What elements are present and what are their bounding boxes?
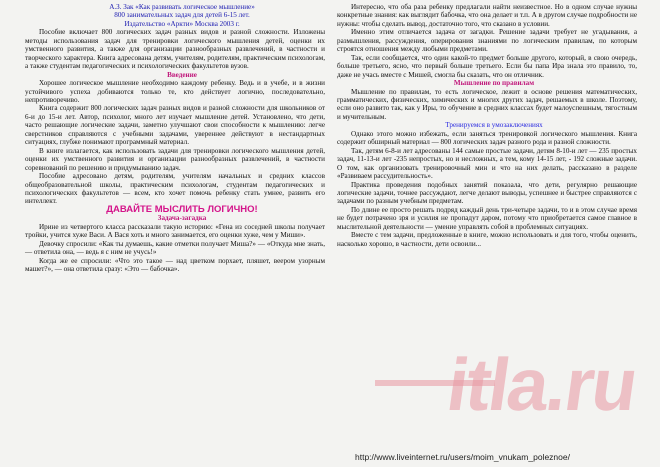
paragraph: По длине ее просто решать подряд каждый день три-четыре задачи, то и в этом случае время не будет потрачено зря и усилия не пропадут даром, потому что приобретается самое главное в мыслительной деятельности — умение управлять собой в проблемных ситуациях. — [337, 205, 637, 231]
paragraph: Девочку спросили: «Как ты думаешь, какие отметки получает Миша?» — «Откуда мне знать, — ответила она, — ведь я с ним не учусь!» — [25, 239, 325, 257]
paragraph: Вместе с тем задачи, предложенные в книге, можно использовать и для того, чтобы оценить, насколько хорошо, в частности, дети освоили... — [337, 231, 637, 248]
paragraph: Практика проведения подобных занятий показала, что дети, регулярно решающие логические задачи, точнее рассуждают, легче делают выводы, успешнее и быстрее справляются с задачами по разным учебным предметам. — [337, 180, 637, 206]
paragraph: Книга содержит 800 логических задач разных видов и разной сложности для школьников от 6-и до 15-и лет. Автор, психолог, много лет изучает мышление детей. Установлено, что дети, часто решающие логические задачи, заметно улучшают свои способности к мышлению: легче сверстников справляются с учебными задачами, увереннее действуют в нестандартных ситуациях, глубже понимают программный материал. — [25, 104, 325, 147]
paragraph: Хорошее логическое мышление необходимо каждому ребенку. Ведь и в учебе, и в жизни устойчивого успеха добиваются только те, кто действует логично, последовательно, непротиворечиво. — [25, 79, 325, 104]
paragraph: В книге излагается, как использовать задачи для тренировки логического мышления детей, оценки их умственного развития и организации разнообразных развлечений, в частности соревнований по решению и придумыванию задач. — [25, 146, 325, 172]
section-title-rules: Мышление по правилам — [453, 79, 535, 88]
book-subtitle: 800 занимательных задач для детей 6-15 лет. — [114, 11, 250, 20]
watermark-stroke — [375, 380, 495, 386]
book-author-title: А.З. Зак «Как развивать логическое мышление» — [109, 3, 255, 11]
section-title-exercise: Тренируемся в умозаключениях — [445, 121, 543, 130]
right-column — [337, 0, 637, 248]
paragraph: Ирине из четвертого класса рассказали такую историю: «Гена из соседней школы получает тройки, учится хуже Васи. А Вася хоть и много занимается, его оценки хуже, чем у Миши». — [25, 222, 325, 240]
paragraph: Именно этим отличается задача от загадки. Решение задачи требует не угадывания, а размышления, рассуждения, оперирования знаниями по логическим правилам, по которым строятся отношения между любыми предметами. — [337, 28, 637, 54]
text-fade — [337, 426, 637, 450]
section-title-intro: Введение — [167, 70, 197, 79]
book-publisher: Издательство «Аркти» Москва 2003 г. — [124, 19, 240, 28]
watermark-logo: itla.ru — [442, 343, 642, 426]
riddle-title: Задача-загадка — [157, 214, 207, 223]
main-heading: ДАВАЙТЕ МЫСЛИТЬ ЛОГИЧНО! — [106, 203, 258, 215]
paragraph: Пособие включает 800 логических задач разных видов и разной сложности. Изложены методы использования задач для тренировки логического мышления детей, оценки их умственного развития, а также для организации разнообразных развлечений, в частности и творческого характера. Книга адресована детям, учителям, родителям, практическим психологам, а также студентам педагогических и психологических факультетов вузов. — [25, 28, 325, 71]
paragraph: Пособие адресовано детям, родителям, учителям начальных и средних классов общеобразовательной школы, практическим психологам, студентам педагогических и психологических факультетов — всем, кто хочет помочь ребенку стать умнее, развить его интеллект. — [25, 172, 325, 206]
paragraph: Так, детям 6-8-и лет адресованы 144 самые простые задачи, детям 8-10-и лет — 235 простых задач, 11-13-и лет -235 непростых, но и несложных, а тем, кому 14-15 лет, - 192 сложные задачи. О том, как организовать тренировочный мин и что на них делать, рассказано в разделе «Развиваем рассудительность». — [337, 146, 637, 181]
paragraph: Однако этого можно избежать, если заняться тренировкой логического мышления. Книга содержит обширный материал — 800 логических задач разного рода и разной сложности. — [337, 129, 637, 147]
paragraph: Так, если сообщается, что один какой-то предмет больше другого, который, в свою очередь, больше третьего, ясно, что первый больше третьего. Если бы папа Ира знала это правило, то, даже не учась вместе с Мишей, смогла бы сказать, что он отличник. — [337, 53, 637, 79]
paragraph: Когда же ее спросили: «Что это такое — над цветком порхает, пляшет, веером узорным машет?», — она ответила сразу: «Это — бабочка». — [25, 256, 325, 274]
paragraph: Интересно, что оба раза ребенку предлагали найти неизвестное. Но в одном случае нужны конкретные знания: как выглядит бабочка, что она делает и т.п. А в другом случае подробности не нужны: чтобы сделать вывод, достаточно того, что сказано в условии. — [337, 3, 637, 28]
left-column — [25, 0, 325, 274]
paragraph: Мышление по правилам, то есть логическое, лежит в основе решения математических, грамматических, физических, химических и многих других задач, решаемых в школе. Поэтому, если оно развито так, как у Иры, то обучение в средних классах будет малоуспешным, тягостным и мучительным. — [337, 87, 637, 121]
footer-url[interactable]: http://www.liveinternet.ru/users/moim_vnukam_poleznoe/ — [355, 452, 570, 462]
